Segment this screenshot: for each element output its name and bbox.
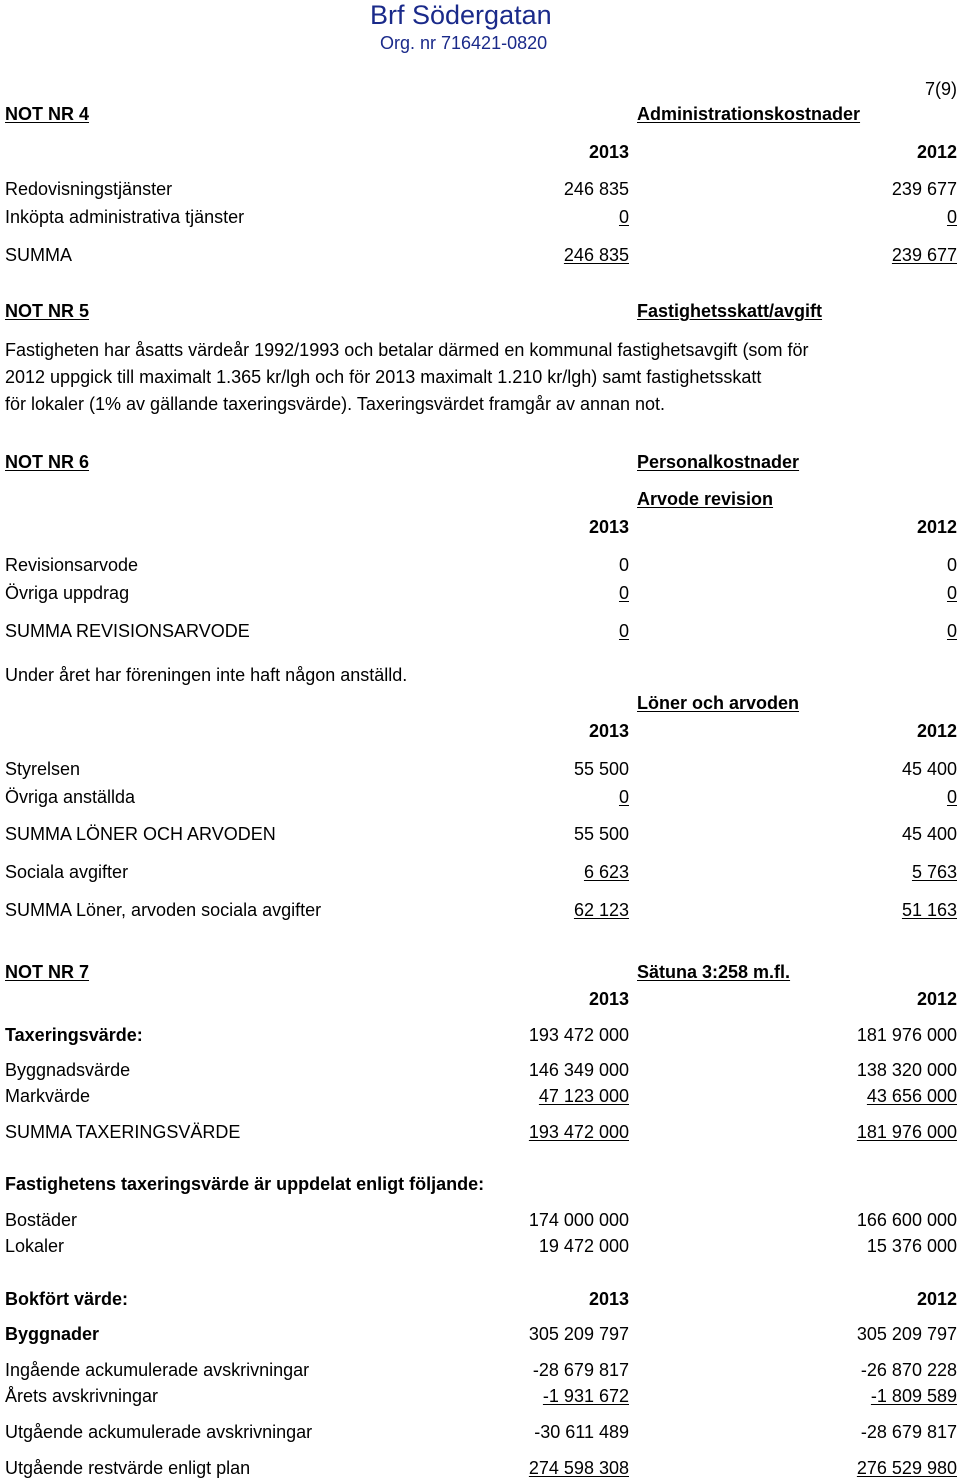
note4-title: Administrationskostnader (637, 104, 861, 124)
row-value-current: 193 472 000 (528, 1025, 629, 1045)
row-value-previous: 0 (946, 621, 957, 641)
note6-salary-year-current: 2013 (588, 721, 629, 741)
row-label: Utgående ackumulerade avskrivningar (5, 1422, 313, 1442)
note5-title: Fastighetsskatt/avgift (637, 301, 823, 321)
note4-year-previous: 2012 (916, 142, 957, 162)
note6-subtitle: Arvode revision (637, 489, 774, 509)
row-label: SUMMA LÖNER OCH ARVODEN (5, 824, 276, 844)
note6-salary-title: Löner och arvoden (637, 693, 800, 713)
row-label: SUMMA Löner, arvoden sociala avgifter (5, 900, 322, 920)
row-label: Sociala avgifter (5, 862, 129, 882)
row-value-previous: 51 163 (901, 900, 957, 920)
row-label: Inköpta administrativa tjänster (5, 207, 245, 227)
row-value-previous: -28 679 817 (860, 1422, 957, 1442)
row-value-previous: 166 600 000 (856, 1210, 957, 1230)
row-value-current: -30 611 489 (534, 1422, 629, 1442)
note5-text-line: för lokaler (1% av gällande taxeringsvärde). Taxeringsvärdet framgår av annan not. (5, 394, 666, 414)
row-value-previous: -1 809 589 (870, 1386, 957, 1406)
row-value-current: 0 (618, 207, 629, 227)
note5-text-line: Fastigheten har åsatts värdeår 1992/1993 och betalar därmed en kommunal fastighetsavgift (som för (5, 340, 809, 360)
row-value-current: 55 500 (573, 759, 629, 779)
note6-label: NOT NR 6 (5, 452, 90, 472)
row-value-current: 246 835 (563, 245, 629, 265)
row-value-current: 55 500 (573, 824, 629, 844)
row-label: Övriga anställda (5, 787, 136, 807)
row-value-current: 62 123 (573, 900, 629, 920)
note4-label: NOT NR 4 (5, 104, 90, 124)
row-value-current: 305 209 797 (528, 1324, 629, 1344)
note7-label: NOT NR 7 (5, 962, 90, 982)
note7-year-current: 2013 (588, 989, 629, 1009)
note7-book-heading: Bokfört värde: (5, 1289, 129, 1309)
note7-split-heading: Fastighetens taxeringsvärde är uppdelat enligt följande: (5, 1174, 485, 1194)
row-value-previous: 0 (946, 583, 957, 603)
row-value-current: 274 598 308 (528, 1458, 629, 1478)
row-label: SUMMA (5, 245, 72, 265)
row-value-current: 47 123 000 (538, 1086, 629, 1106)
note4-year-current: 2013 (588, 142, 629, 162)
row-label: Ingående ackumulerade avskrivningar (5, 1360, 310, 1380)
organization-number: Org. nr 716421-0820 (380, 33, 548, 53)
note5-label: NOT NR 5 (5, 301, 90, 321)
row-value-previous: 181 976 000 (856, 1025, 957, 1045)
row-value-current: 0 (618, 555, 629, 575)
row-label: Lokaler (5, 1236, 65, 1256)
row-value-previous: 239 677 (891, 179, 957, 199)
note6-year-previous: 2012 (916, 517, 957, 537)
row-label: SUMMA REVISIONSARVODE (5, 621, 250, 641)
row-label: Byggnadsvärde (5, 1060, 131, 1080)
row-value-current: 0 (618, 621, 629, 641)
row-value-previous: 45 400 (901, 824, 957, 844)
row-value-current: 0 (618, 583, 629, 603)
row-label: Årets avskrivningar (5, 1386, 159, 1406)
note6-salary-year-previous: 2012 (916, 721, 957, 741)
row-value-previous: 0 (946, 207, 957, 227)
note7-book-year-current: 2013 (588, 1289, 629, 1309)
row-value-previous: 0 (946, 555, 957, 575)
row-value-current: 146 349 000 (528, 1060, 629, 1080)
row-value-previous: 45 400 (901, 759, 957, 779)
row-label: Utgående restvärde enligt plan (5, 1458, 251, 1478)
row-value-current: 19 472 000 (538, 1236, 629, 1256)
row-value-previous: 181 976 000 (856, 1122, 957, 1142)
row-label: Styrelsen (5, 759, 81, 779)
note7-year-previous: 2012 (916, 989, 957, 1009)
note5-text-line: 2012 uppgick till maximalt 1.365 kr/lgh och för 2013 maximalt 1.210 kr/lgh) samt fastighetsskatt (5, 367, 762, 387)
row-label: Markvärde (5, 1086, 91, 1106)
row-value-current: 193 472 000 (528, 1122, 629, 1142)
note6-title: Personalkostnader (637, 452, 800, 472)
row-label: Byggnader (5, 1324, 100, 1344)
row-value-previous: 43 656 000 (866, 1086, 957, 1106)
organization-name: Brf Södergatan (370, 0, 552, 30)
row-value-previous: 0 (946, 787, 957, 807)
note7-book-year-previous: 2012 (916, 1289, 957, 1309)
row-value-previous: 138 320 000 (856, 1060, 957, 1080)
row-label: Övriga uppdrag (5, 583, 130, 603)
row-label: Taxeringsvärde: (5, 1025, 143, 1045)
row-value-previous: 239 677 (891, 245, 957, 265)
page-number: 7(9) (924, 79, 957, 99)
note7-title: Sätuna 3:258 m.fl. (637, 962, 791, 982)
row-value-current: 246 835 (563, 179, 629, 199)
row-label: Redovisningstjänster (5, 179, 173, 199)
row-value-current: 6 623 (583, 862, 629, 882)
row-value-previous: 5 763 (911, 862, 957, 882)
row-value-current: 174 000 000 (528, 1210, 629, 1230)
row-value-previous: 15 376 000 (866, 1236, 957, 1256)
row-label: SUMMA TAXERINGSVÄRDE (5, 1122, 241, 1142)
row-value-previous: 305 209 797 (856, 1324, 957, 1344)
row-value-current: -28 679 817 (532, 1360, 629, 1380)
note6-year-current: 2013 (588, 517, 629, 537)
row-value-current: 0 (618, 787, 629, 807)
row-value-previous: -26 870 228 (860, 1360, 957, 1380)
row-value-previous: 276 529 980 (856, 1458, 957, 1478)
row-label: Revisionsarvode (5, 555, 139, 575)
row-value-current: -1 931 672 (542, 1386, 629, 1406)
row-label: Bostäder (5, 1210, 78, 1230)
note6-employee-text: Under året har föreningen inte haft någon anställd. (5, 665, 408, 685)
